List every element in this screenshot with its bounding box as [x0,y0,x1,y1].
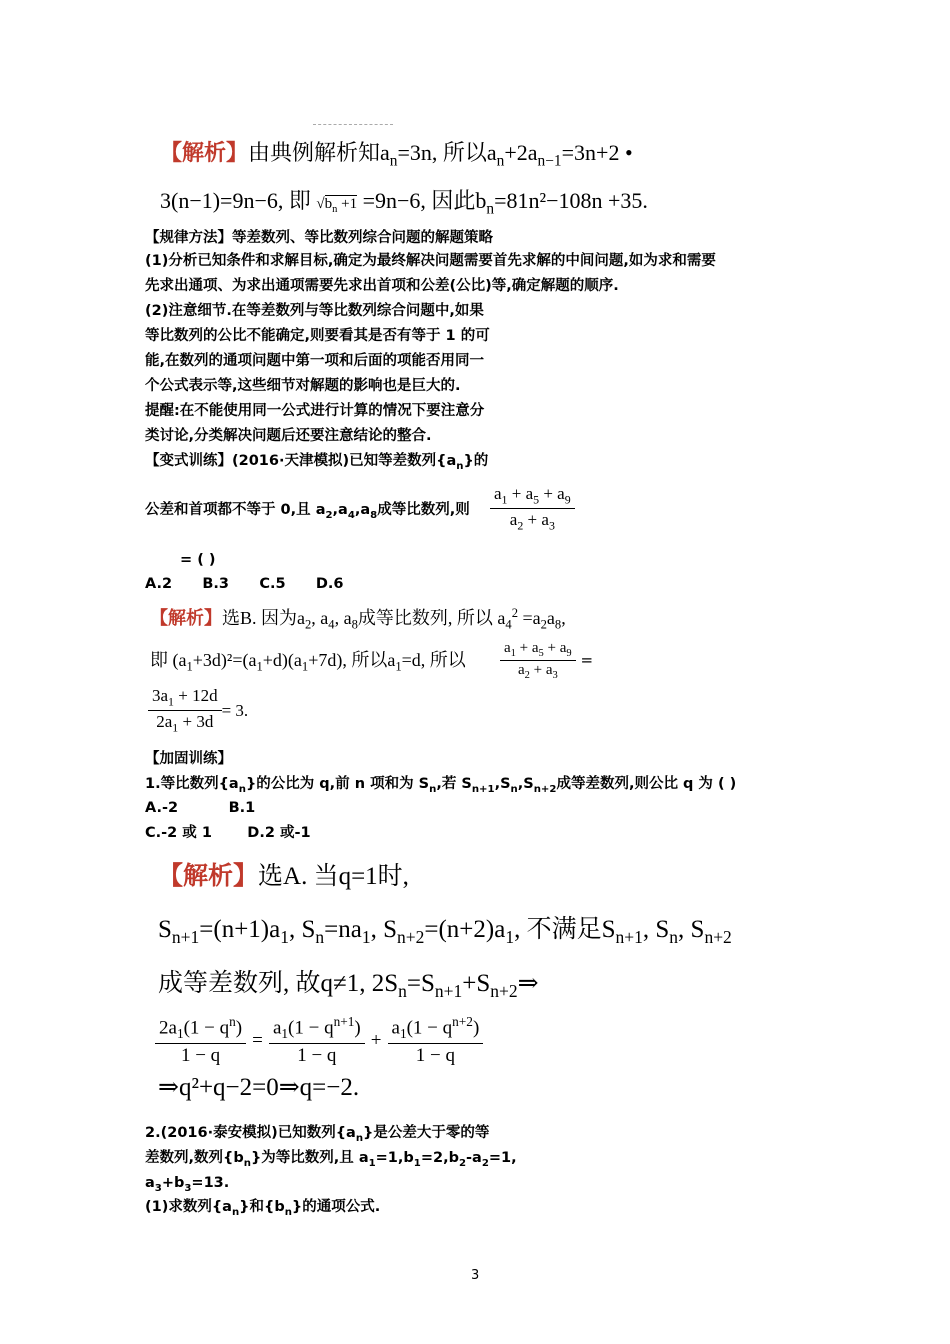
method-p1b: 先求出通项、为求出通项需要先求出首项和公差(公比)等,确定解题的顺序. [145,278,619,294]
reinforce-solution-line-1: 【解析】选A. 当q=1时, [158,863,409,890]
reinforce-options-2: C.-2 或 1 D.2 或-1 [145,825,311,841]
reinforce-solution-line-5: ⇒q²+q−2=0⇒q=−2. [158,1074,360,1101]
variant-fraction: $\frac{a_1 + a_5 + a_9}{a_2 + a_3}$ [490,484,575,534]
reinforce-q1: 1.等比数列$\{a_n\}$的公比为 q,前 n 项和为 $S_n$,若 $S_{n+1},S_n,S_{n+2}$成等差数列,则公比 q 为 ( ) [145,776,737,795]
reinforce-options-1: A.-2 B.1 [145,800,256,816]
reinforce-q2-line-2: 差数列,数列$\{b_n\}$为等比数列,且 $a_1=1,b_1=2,b_2-a_2=1$, [145,1150,517,1169]
variant-solution-line-2: 即 $(a_1+3d)^2=(a_1+d)(a_1+7d)$, 所以$a_1=d$, 所以 [150,650,466,674]
solution-1-line-1: 【解析】由典例解析知$a_n=3n$, 所以$a_n+2a_{n-1}=3n+2$ • [160,140,633,170]
method-p2a: (2)注意细节.在等差数列与等比数列综合问题中,如果 [145,303,484,319]
method-p3b: 类讨论,分类解决问题后还要注意结论的整合. [145,428,432,444]
method-title: 【规律方法】等差数列、等比数列综合问题的解题策略 [145,230,493,246]
crop-mark [313,124,393,129]
reinforce-q2-line-3: $a_3+b_3=13$. [145,1175,230,1194]
reinforce-solution-line-2: $S_{n+1}=(n+1)a_1$, $S_n=na_1$, $S_{n+2}=(n+2)a_1$, 不满足$S_{n+1}$, $S_n$, $S_{n+2}$ [158,916,732,947]
solution-1-line-2: 3(n−1)=9n−6, 即 $√b_n +1 =9n-6$, 因此$b_n=81n^2-108n +35$. [160,188,648,218]
method-p2b: 等比数列的公比不能确定,则要看其是否有等于 1 的可 [145,328,490,344]
reinforce-q2-line-1: 2.(2016·泰安模拟)已知数列$\{a_n\}$是公差大于零的等 [145,1125,490,1144]
variant-equals: = ( ) [180,552,216,568]
method-p2c: 能,在数列的通项问题中第一项和后面的项能否用同一 [145,353,485,369]
reinforce-solution-line-3: 成等差数列, 故q≠1, $2S_n=S_{n+1}+S_{n+2}\Rightarrow$ [158,970,539,1001]
reinforce-solution-equation: $\frac{2a_1(1 - q^n)}{1 - q}$ = $\frac{a_1(1 - q^{n+1})}{1 - q}$ + $\frac{a_1(1 - q^{n+2})}{1 - q}$ [155,1014,483,1067]
method-p3a: 提醒:在不能使用同一公式进行计算的情况下要注意分 [145,403,485,419]
variant-question: 公差和首项都不等于 0,且 $a_2,a_4,a_8$成等比数列,则 [145,502,470,521]
variant-solution-fraction-1: $\frac{a_1 + a_5 + a_9}{a_2 + a_3}$ = [500,640,593,681]
solution-tag: 【解析】 [160,140,249,165]
variant-solution-fraction-2: $\frac{3a_1 + 12d}{2a_1 + 3d}$ = 3. [148,686,248,736]
variant-title: 【变式训练】(2016·天津模拟)已知等差数列$\{a_n\}$的 [145,453,489,472]
reinforce-q2-line-4: (1)求数列$\{a_n\}$和$\{b_n\}$的通项公式. [145,1199,381,1218]
method-p2d: 个公式表示等,这些细节对解题的影响也是巨大的. [145,378,461,394]
reinforce-title: 【加固训练】 [145,751,232,767]
sqrt-expression: $√b_n +1$ [316,196,358,215]
variant-options: A.2 B.3 C.5 D.6 [145,576,344,592]
page-number: 3 [471,1268,480,1283]
variant-solution-line-1: 【解析】选B. 因为$a_2$, $a_4$, $a_8$成等比数列, 所以 $a_4^2 =a_2a_8$, [150,606,566,632]
method-p1a: (1)分析已知条件和求解目标,确定为最终解决问题需要首先求解的中间问题,如为求和需要 [145,253,716,269]
